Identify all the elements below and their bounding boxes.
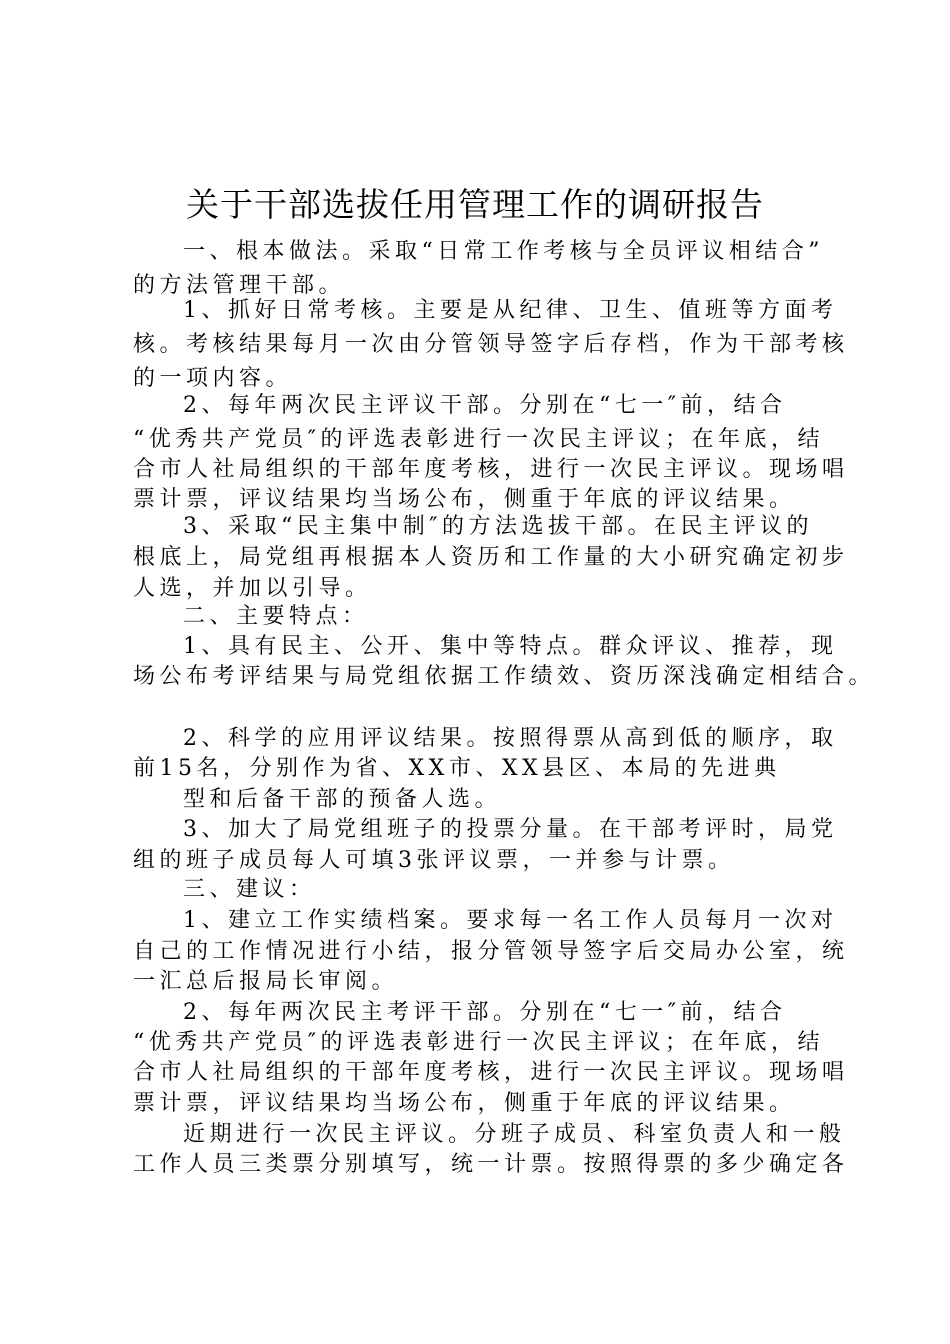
document-title: 关于干部选拔任用管理工作的调研报告 xyxy=(186,185,764,224)
text-line: 2、科学的应用评议结果。按照得票从高到低的顺序，取 xyxy=(183,726,838,751)
text-line: 的方法管理干部。 xyxy=(133,273,346,298)
text-line: 1、建立工作实绩档案。要求每一名工作人员每月一次对 xyxy=(183,908,838,933)
text-line: 3、采取“民主集中制″的方法选拔干部。在民主评议的 xyxy=(183,514,813,539)
text-line: 1、抓好日常考核。主要是从纪律、卫生、值班等方面考 xyxy=(183,298,838,323)
text-line: “优秀共产党员″的评选表彰进行一次民主评议；在年底，结 xyxy=(133,1030,824,1055)
text-line: 一汇总后报局长审阅。 xyxy=(133,969,399,994)
text-line: 的一项内容。 xyxy=(133,366,293,391)
text-line: 合市人社局组织的干部年度考核，进行一次民主评议。现场唱 xyxy=(133,1060,849,1085)
text-line: 3、加大了局党组班子的投票分量。在干部考评时，局党 xyxy=(183,817,838,842)
text-line: 组的班子成员每人可填3张评议票，一并参与计票。 xyxy=(133,848,735,873)
text-line: 近期进行一次民主评议。分班子成员、科室负责人和一般 xyxy=(183,1122,846,1147)
text-line: 场公布考评结果与局党组依据工作绩效、资历深浅确定相结合。 xyxy=(133,664,876,689)
text-line: 三、建议： xyxy=(183,877,316,902)
text-line: 前15名，分别作为省、XX市、XX县区、本局的先进典 xyxy=(133,756,781,781)
text-line: 根底上，局党组再根据本人资历和工作量的大小研究确定初步 xyxy=(133,545,849,570)
text-line: 核。考核结果每月一次由分管领导签字后存档，作为干部考核 xyxy=(133,332,849,357)
text-line: 二、主要特点： xyxy=(183,604,369,629)
text-line: 型和后备干部的预备人选。 xyxy=(183,787,502,812)
text-line: 一、根本做法。采取“日常工作考核与全员评议相结合” xyxy=(183,239,824,264)
text-line: 2、每年两次民主考评干部。分别在“七一″前，结合 xyxy=(183,1000,787,1025)
text-line: 2、每年两次民主评议干部。分别在“七一″前，结合 xyxy=(183,393,787,418)
text-line: 1、具有民主、公开、集中等特点。群众评议、推荐，现 xyxy=(183,634,838,659)
text-line: 票计票，评议结果均当场公布，侧重于年底的评议结果。 xyxy=(133,1091,796,1116)
text-line: 合市人社局组织的干部年度考核，进行一次民主评议。现场唱 xyxy=(133,457,849,482)
text-line: “优秀共产党员″的评选表彰进行一次民主评议；在年底，结 xyxy=(133,427,824,452)
text-line: 人选，并加以引导。 xyxy=(133,576,372,601)
text-line: 票计票，评议结果均当场公布，侧重于年底的评议结果。 xyxy=(133,487,796,512)
text-line: 工作人员三类票分别填写，统一计票。按照得票的多少确定各 xyxy=(133,1152,849,1177)
text-line: 自己的工作情况进行小结，报分管领导签字后交局办公室，统 xyxy=(133,939,849,964)
